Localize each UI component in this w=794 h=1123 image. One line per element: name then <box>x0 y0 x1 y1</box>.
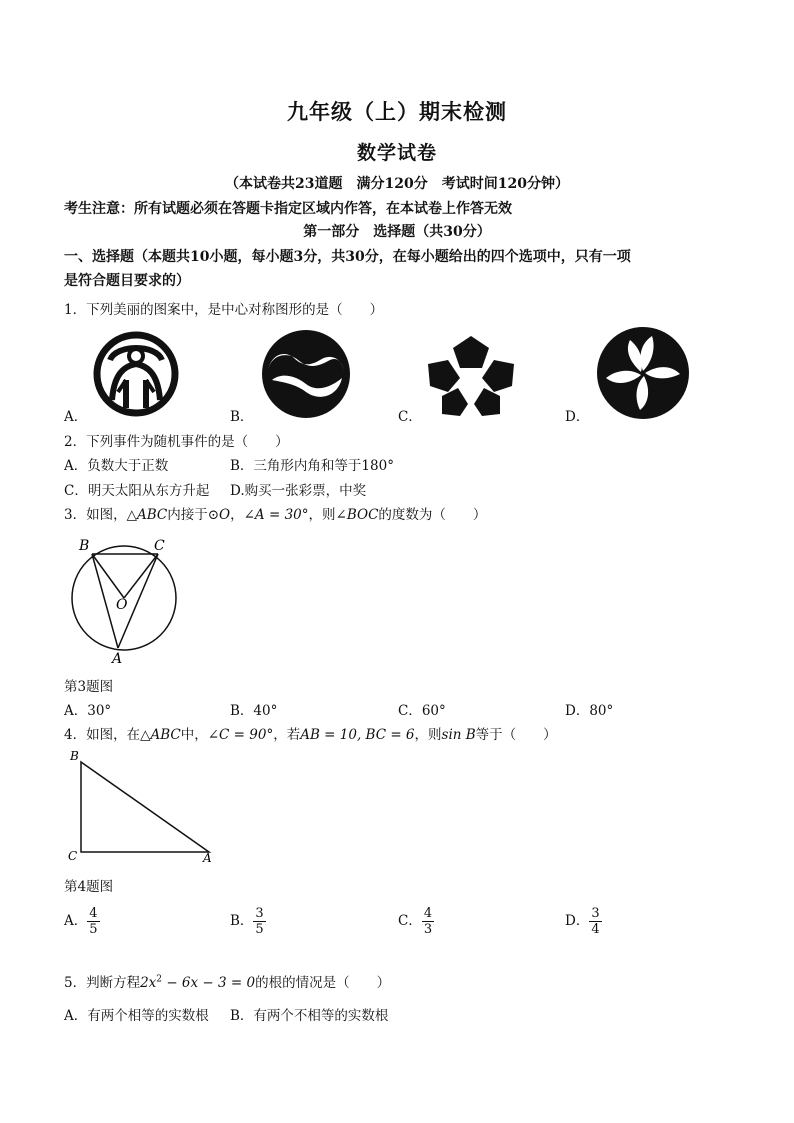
q4-caption: 第4题图 <box>64 879 114 895</box>
q4-option-c: C． $\frac{4}{3}$ <box>398 906 433 937</box>
q3-option-d: D．80° <box>565 703 614 719</box>
q1-figure-a <box>90 330 182 418</box>
q3-label-c: C <box>154 538 165 554</box>
q3-option-c: C．60° <box>398 703 446 719</box>
q3-option-b: B．40° <box>230 703 278 719</box>
q2-stem: 2．下列事件为随机事件的是（ ） <box>64 434 289 450</box>
q3-caption: 第3题图 <box>64 679 114 695</box>
q3-label-a: A <box>112 651 123 666</box>
section-heading-line2: 是符合题目要求的） <box>64 273 190 289</box>
q1-option-b: B． <box>230 409 254 425</box>
q4-option-d: D． $\frac{3}{4}$ <box>565 906 600 937</box>
q5-option-b: B．有两个不相等的实数根 <box>230 1008 389 1024</box>
q4-label-c: C <box>68 849 78 863</box>
q1-figure-c <box>424 334 518 418</box>
q3-option-a: A．30° <box>64 703 112 719</box>
q5-option-a: A．有两个相等的实数根 <box>64 1008 209 1024</box>
part-heading: 第一部分 选择题（共30分） <box>303 224 491 240</box>
q4-label-b: B <box>70 749 79 763</box>
q2-option-b: B．三角形内角和等于180° <box>230 458 394 474</box>
q4-option-b: B． $\frac{3}{5}$ <box>230 906 264 937</box>
q1-option-d: D． <box>565 409 590 425</box>
section-heading-line1: 一、选择题（本题共10小题，每小题3分，共30分，在每小题给出的四个选项中，只有一项 <box>64 249 631 265</box>
q4-triangle-diagram <box>64 748 224 866</box>
q5-stem: 5．判断方程$2x^2 - 6x - 3 = 0$的根的情况是（ ） <box>64 974 391 991</box>
exam-info: （本试卷共23道题 满分120分 考试时间120分钟） <box>225 176 569 192</box>
q1-option-c: C． <box>398 409 422 425</box>
q2-option-d: D.购买一张彩票，中奖 <box>230 483 367 499</box>
q3-label-b: B <box>79 538 90 554</box>
q4-option-a: A． $\frac{4}{5}$ <box>64 906 98 937</box>
exam-notice: 考生注意：所有试题必须在答题卡指定区域内作答，在本试卷上作答无效 <box>64 201 512 217</box>
q2-option-c: C．明天太阳从东方升起 <box>64 483 210 499</box>
q4-stem: 4．如图，在△ABC中，∠C = 90°，若AB = 10, BC = 6，则sin B等于（ ） <box>64 727 557 743</box>
q3-stem: 3．如图，△ABC内接于⊙O，∠A = 30°，则∠BOC的度数为（ ） <box>64 507 487 523</box>
q3-label-o: O <box>116 597 128 613</box>
q1-option-a: A． <box>64 409 88 425</box>
q1-figure-b <box>258 326 354 422</box>
exam-subtitle: 数学试卷 <box>356 142 437 164</box>
q2-option-a: A．负数大于正数 <box>64 458 169 474</box>
q3-circle-diagram <box>62 534 192 666</box>
q1-figure-d <box>594 324 692 422</box>
exam-title: 九年级（上）期末检测 <box>287 99 507 124</box>
q4-label-a: A <box>203 851 212 865</box>
q1-stem: 1．下列美丽的图案中，是中心对称图形的是（ ） <box>64 302 384 318</box>
